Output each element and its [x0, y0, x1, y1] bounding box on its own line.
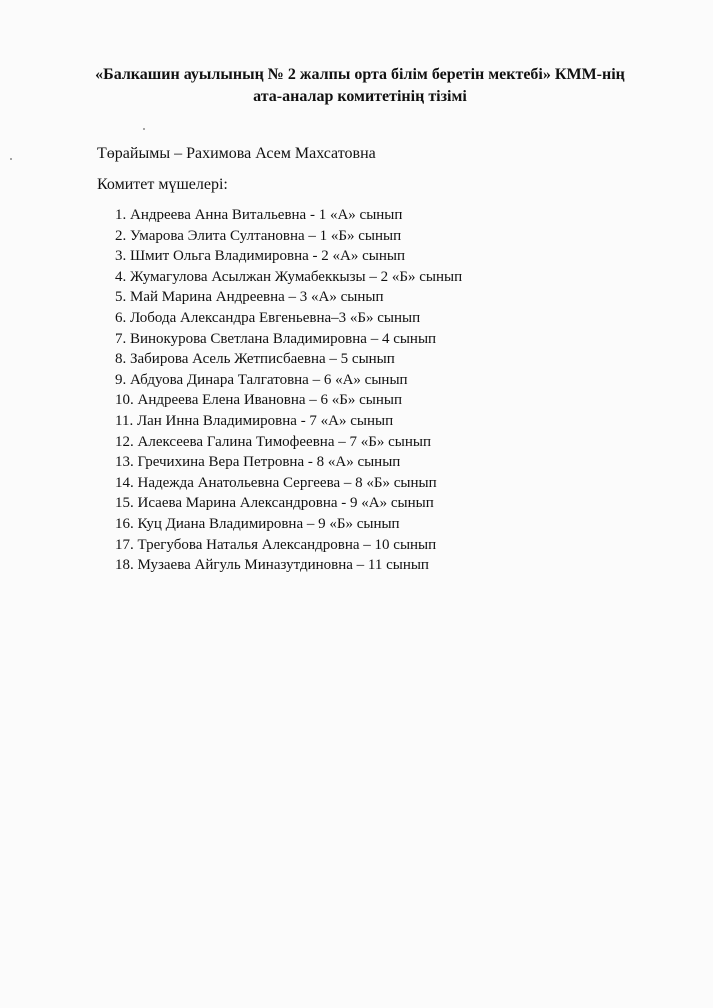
list-item: 10. Андреева Елена Ивановна – 6 «Б» сынып	[115, 392, 402, 409]
list-item: 3. Шмит Ольга Владимировна - 2 «А» сынып	[115, 248, 405, 265]
title-line-1: «Балкашин ауылының № 2 жалпы орта білім беретін мектебі» КММ-нің	[95, 66, 625, 83]
list-item: 7. Винокурова Светлана Владимировна – 4 сынып	[115, 330, 437, 347]
list-item: 15. Исаева Марина Александровна - 9 «А» сынып	[115, 495, 434, 512]
committee-members-label: Комитет мүшелері:	[97, 176, 228, 193]
scan-speck	[10, 158, 12, 160]
list-item: 12. Алексеева Галина Тимофеевна – 7 «Б» сынып	[115, 433, 431, 450]
list-item: 6. Лобода Александра Евгеньевна–3 «Б» сынып	[115, 309, 421, 326]
list-item: 4. Жумагулова Асылжан Жумабеккызы – 2 «Б» сынып	[115, 268, 463, 285]
document-title	[60, 64, 660, 108]
title-line-2: ата-аналар комитетінің тізімі	[253, 88, 467, 105]
committee-chair: Төрайымы – Рахимова Асем Махсатовна	[97, 145, 376, 162]
list-item: 8. Забирова Асель Жетписбаевна – 5 сынып	[115, 351, 395, 368]
list-item: 9. Абдуова Динара Талгатовна – 6 «А» сынып	[115, 371, 408, 388]
list-item: 11. Лан Инна Владимировна - 7 «А» сынып	[115, 412, 394, 429]
list-item: 1. Андреева Анна Витальевна - 1 «А» сынып	[115, 207, 403, 223]
list-item: 5. Май Марина Андреевна – 3 «А» сынып	[115, 289, 384, 306]
scan-speck	[143, 128, 145, 130]
list-item: 2. Умарова Элита Султановна – 1 «Б» сынып	[115, 227, 402, 244]
list-item: 18. Музаева Айгуль Миназутдиновна – 11 сынып	[115, 557, 429, 574]
list-item: 17. Трегубова Наталья Александровна – 10 сынып	[115, 536, 437, 553]
members-list	[115, 205, 462, 576]
list-item: 13. Гречихина Вера Петровна - 8 «А» сынып	[115, 454, 401, 471]
list-item: 14. Надежда Анатольевна Сергеева – 8 «Б» сынып	[115, 474, 437, 491]
list-item: 16. Куц Диана Владимировна – 9 «Б» сынып	[115, 515, 400, 532]
